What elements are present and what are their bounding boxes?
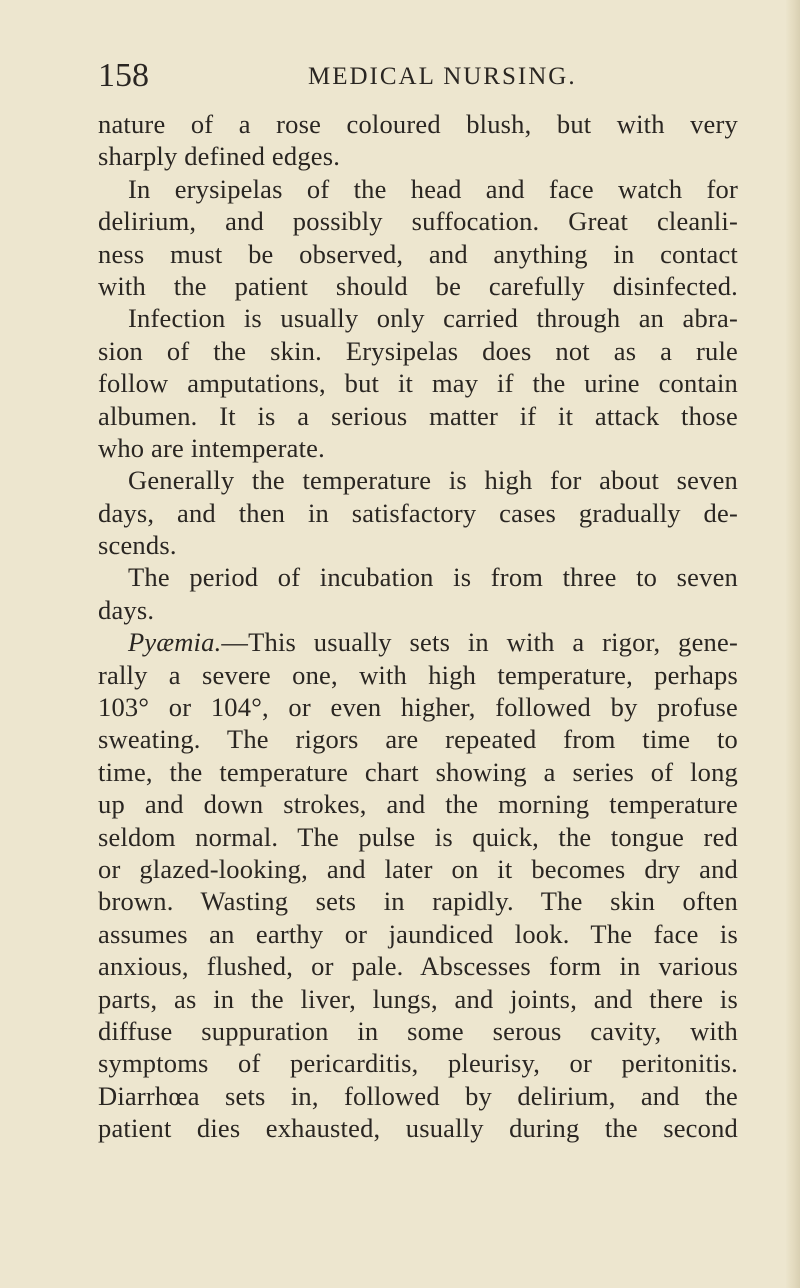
text-line: rally a severe one, with high temperature, perhaps	[98, 659, 738, 690]
text-line: seldom normal. The pulse is quick, the tongue red	[98, 821, 738, 852]
text-line: assumes an earthy or jaundiced look. The face is	[98, 918, 738, 949]
text-line: who are intemperate.	[98, 432, 325, 463]
text-line: Diarrhœa sets in, followed by delirium, and the	[98, 1080, 738, 1111]
text-line: delirium, and possibly suffocation. Great cleanli-	[98, 206, 738, 237]
body-text	[98, 108, 738, 1145]
text-line: days.	[98, 594, 155, 625]
text-line: patient dies exhausted, usually during the second	[98, 1113, 738, 1144]
text-line: ness must be observed, and anything in contact	[98, 238, 738, 269]
text-line: or glazed-looking, and later on it becomes dry and	[98, 853, 738, 884]
text-line	[98, 626, 738, 658]
text-line: Infection is usually only carried through an abra-	[128, 303, 738, 334]
page-number: 158	[98, 57, 149, 94]
page-header	[98, 58, 738, 94]
text-line: sion of the skin. Erysipelas does not as a rule	[98, 335, 738, 366]
text-line: diffuse suppuration in some serous cavity, with	[98, 1015, 738, 1046]
running-title: MEDICAL NURSING.	[308, 63, 577, 90]
text-line: The period of incubation is from three to seven	[128, 562, 738, 593]
text-line: parts, as in the liver, lungs, and joints, and there is	[98, 983, 738, 1014]
text-line: brown. Wasting sets in rapidly. The skin often	[98, 886, 738, 917]
text-line: with the patient should be carefully disinfected.	[98, 270, 738, 301]
text-line: days, and then in satisfactory cases gradually de-	[98, 497, 738, 528]
text-line: sharply defined edges.	[98, 141, 341, 172]
text-line: scends.	[98, 530, 177, 561]
text-line: Generally the temperature is high for about seven	[128, 465, 738, 496]
section-heading-pyaemia: Pyæmia.	[128, 627, 222, 658]
text-line: In erysipelas of the head and face watch for	[128, 173, 738, 204]
text-line: anxious, flushed, or pale. Abscesses form in various	[98, 951, 738, 982]
text-line: symptoms of pericarditis, pleurisy, or peritonitis.	[98, 1048, 738, 1079]
text-line: 103° or 104°, or even higher, followed by profuse	[98, 692, 738, 723]
text-line: albumen. It is a serious matter if it attack those	[98, 400, 738, 431]
text-line: nature of a rose coloured blush, but with very	[98, 109, 738, 139]
text-line-rest: —This usually sets in with a rigor, gene-	[221, 627, 738, 658]
text-line: sweating. The rigors are repeated from time to	[98, 724, 738, 755]
text-line: time, the temperature chart showing a series of long	[98, 756, 738, 787]
page-edge-shadow	[786, 0, 800, 1288]
text-line: up and down strokes, and the morning temperature	[98, 789, 738, 820]
text-line: follow amputations, but it may if the urine contain	[98, 368, 738, 399]
